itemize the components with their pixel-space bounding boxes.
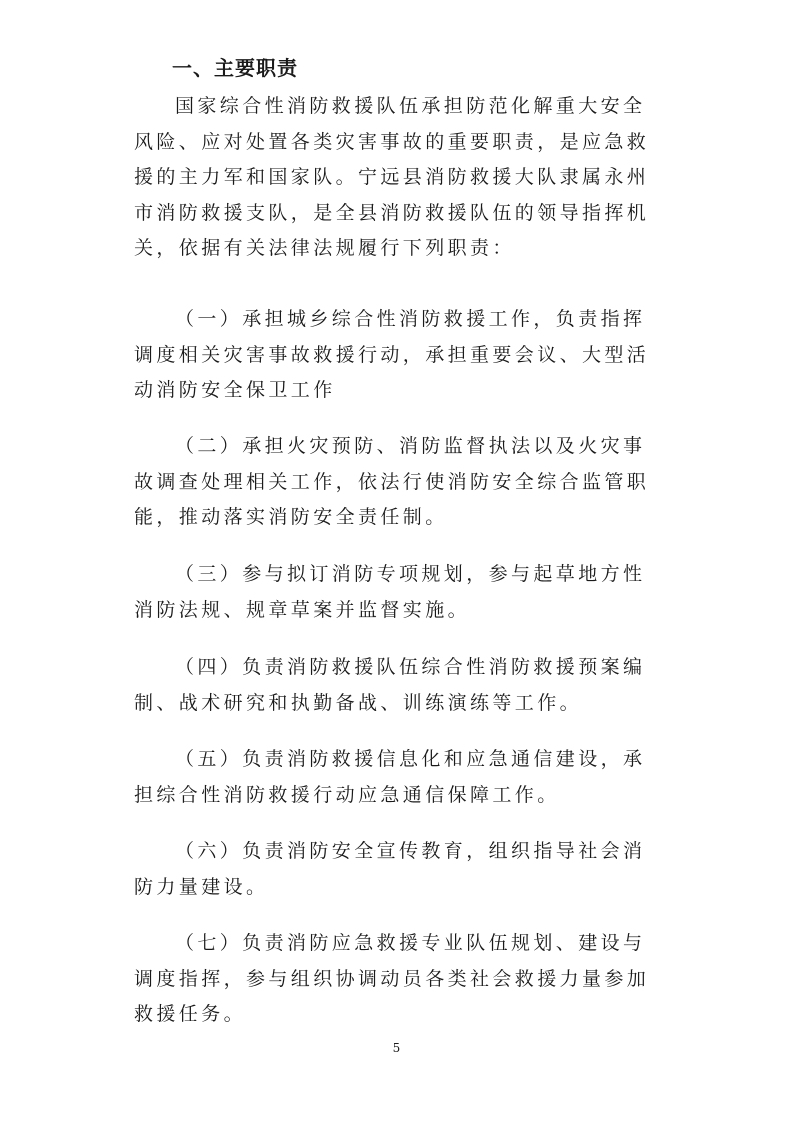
duty-item-3: （三）参与拟订消防专项规划，参与起草地方性消防法规、规章草案并监督实施。 xyxy=(134,563,646,621)
duty-item-5: （五）负责消防救援信息化和应急通信建设，承担综合性消防救援行动应急通信保障工作。 xyxy=(134,748,646,806)
duty-item-7: （七）负责消防应急救援专业队伍规划、建设与调度指挥，参与组织协调动员各类社会救援力量参加救援任务。 xyxy=(134,932,650,1025)
page-number: 5 xyxy=(392,1041,401,1055)
duty-item-1: （一）承担城乡综合性消防救援工作，负责指挥调度相关灾害事故救援行动，承担重要会议、大型活动消防安全保卫工作 xyxy=(134,308,650,401)
duty-item-4: （四）负责消防救援队伍综合性消防救援预案编制、战术研究和执勤备战、训练演练等工作。 xyxy=(134,656,646,714)
duty-item-6: （六）负责消防安全宣传教育，组织指导社会消防力量建设。 xyxy=(134,840,646,898)
intro-paragraph: 国家综合性消防救援队伍承担防范化解重大安全风险、应对处置各类灾害事故的重要职责，是应急救援的主力军和国家队。宁远县消防救援大队隶属永州市消防救援支队，是全县消防救援队伍的领导指挥机关，依据有关法律法规履行下列职责： xyxy=(134,95,650,259)
section-heading: 一、主要职责 xyxy=(172,56,298,80)
duty-item-2: （二）承担火灾预防、消防监督执法以及火灾事故调查处理相关工作，依法行使消防安全综合监管职能，推动落实消防安全责任制。 xyxy=(134,435,650,528)
